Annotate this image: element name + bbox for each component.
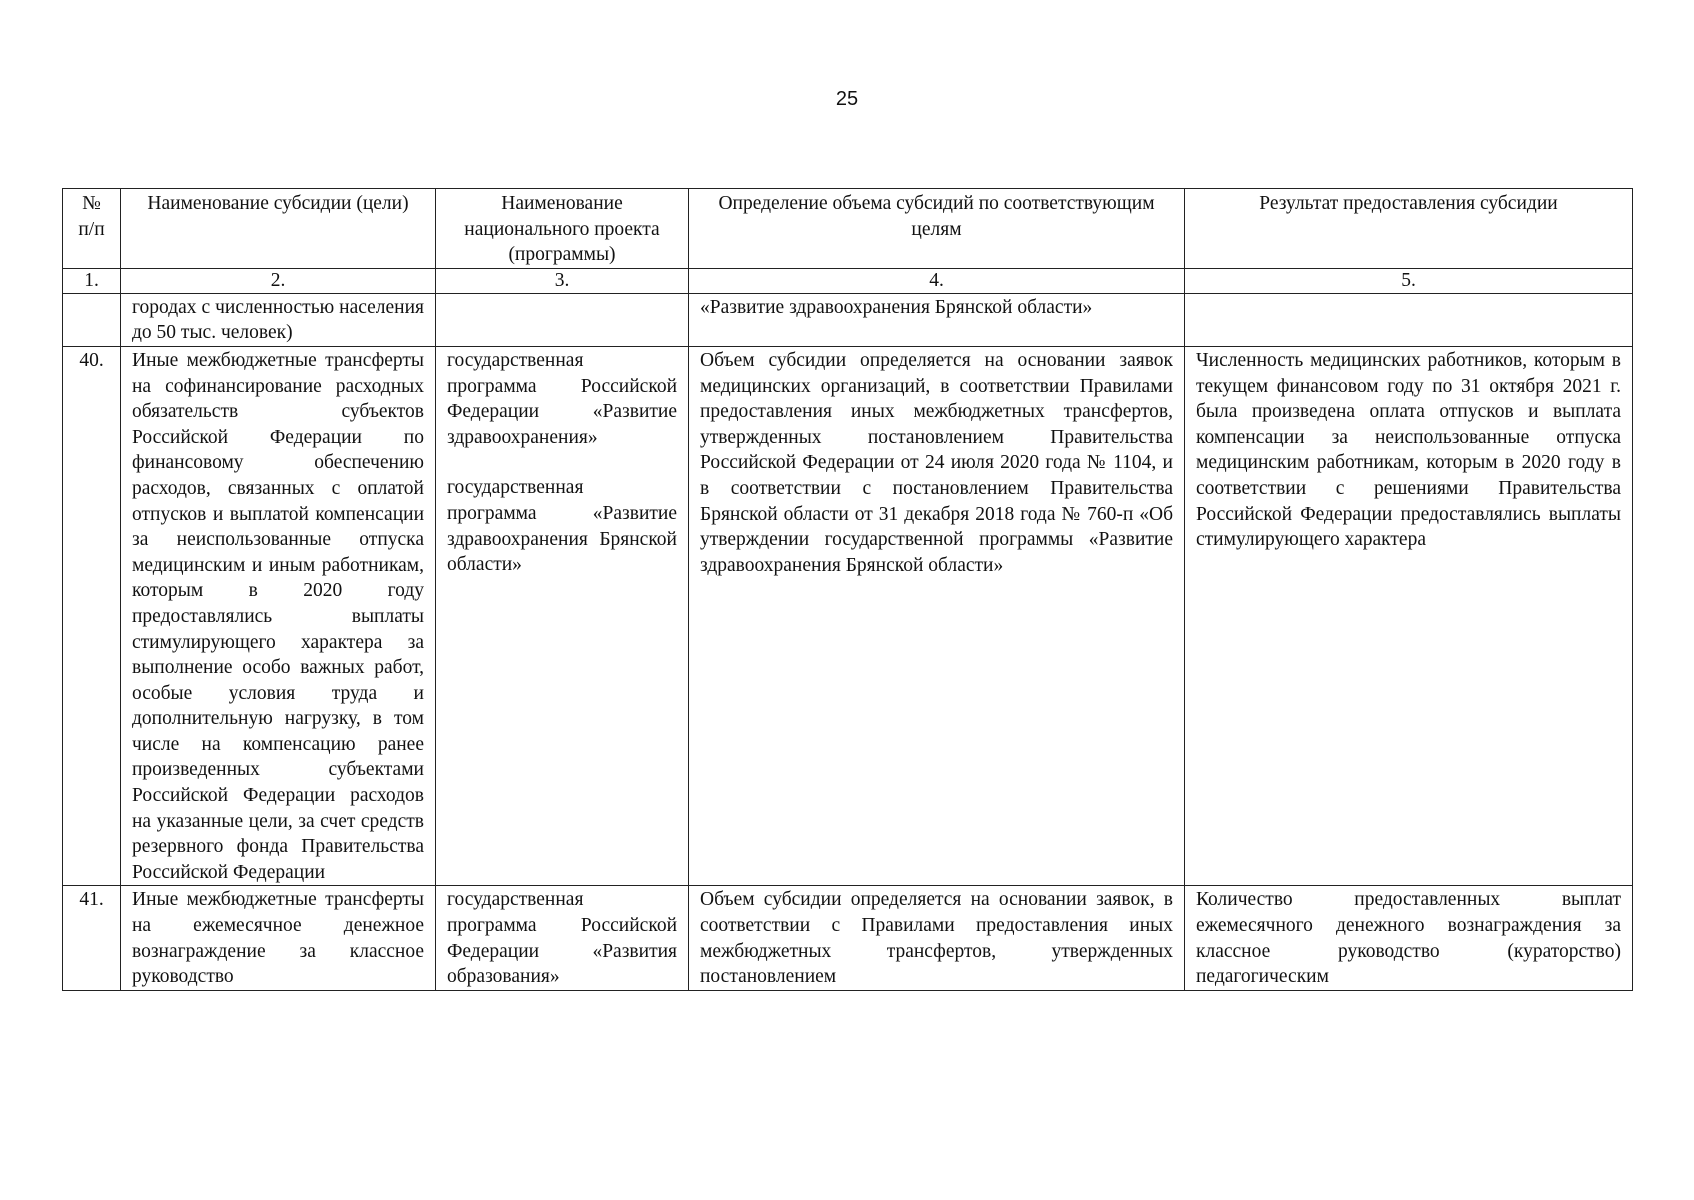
header-program-name: Наименование национального проекта (программы) [436,189,689,269]
spacer [447,450,677,475]
header-volume: Определение объема субсидий по соответствующим целям [689,189,1185,269]
subsidy-name-cell: Иные межбюджетные трансферты на софинансирование расходных обязательств субъектов Российской Федерации по финансовому обеспечению расходов, связанных с оплатой отпусков и выплатой компенсации за неиспользованные отпуска медицинским и иным работникам, которым в 2020 году предоставлялись выплаты стимулирующего характера за выполнение особо важных работ, особые условия труда и дополнительную нагрузку, в том числе на компенсацию ранее произведенных субъектами Российской Федерации расходов на указанные цели, за счет средств резервного фонда Правительства Российской Федерации [121,346,436,885]
volume-cell: Объем субсидии определяется на основании заявок, в соответствии с Правилами предоставления иных межбюджетных трансфертов, утвержденных постановлением [689,886,1185,990]
result-cell: Численность медицинских работников, которым в текущем финансовом году по 31 октября 2021 г. была произведена оплата отпусков и выплата компенсации за неиспользованные отпуска медицинским работникам, которым в 2020 году в соответствии с решениями Правительства Российской Федерации предоставлялись выплаты стимулирующего характера [1185,346,1633,885]
program-cell [436,346,689,885]
column-number: 5. [1185,268,1633,293]
column-number: 1. [63,268,121,293]
program-cell: государственная программа Российской Федерации «Развития образования» [436,886,689,990]
result-cell [1185,293,1633,346]
subsidy-name-cell: Иные межбюджетные трансферты на ежемесячное денежное вознаграждение за классное руководство [121,886,436,990]
page-number: 25 [835,88,859,110]
program-cell [436,293,689,346]
column-number-row [63,268,1633,293]
column-number: 4. [689,268,1185,293]
program-federal: государственная программа Российской Федерации «Развитие здравоохранения» [447,349,677,448]
subsidy-name-cell: городах с численностью населения до 50 тыс. человек) [121,293,436,346]
column-number: 3. [436,268,689,293]
volume-cell: Объем субсидии определяется на основании заявок медицинских организаций, в соответствии Правилами предоставления иных межбюджетных трансфертов, утвержденных постановлением Правительства Российской Федерации от 24 июля 2020 года № 1104, и в соответствии с постановлением Правительства Брянской области от 31 декабря 2018 года № 760-п «Об утверждении государственной программы «Развитие здравоохранения Брянской области» [689,346,1185,885]
result-cell: Количество предоставленных выплат ежемесячного денежного вознаграждения за классное руководство (кураторство) педагогическим [1185,886,1633,990]
program-regional: государственная программа «Развитие здравоохранения Брянской области» [447,477,677,576]
table-row [63,346,1633,885]
column-number: 2. [121,268,436,293]
volume-cell: «Развитие здравоохранения Брянской области» [689,293,1185,346]
table-row [63,293,1633,346]
header-num: № п/п [63,189,121,269]
row-number [63,293,121,346]
header-row [63,189,1633,269]
table-row [63,886,1633,990]
row-number: 41. [63,886,121,990]
subsidy-table [62,188,1633,991]
row-number: 40. [63,346,121,885]
header-subsidy-name: Наименование субсидии (цели) [121,189,436,269]
header-result: Результат предоставления субсидии [1185,189,1633,269]
